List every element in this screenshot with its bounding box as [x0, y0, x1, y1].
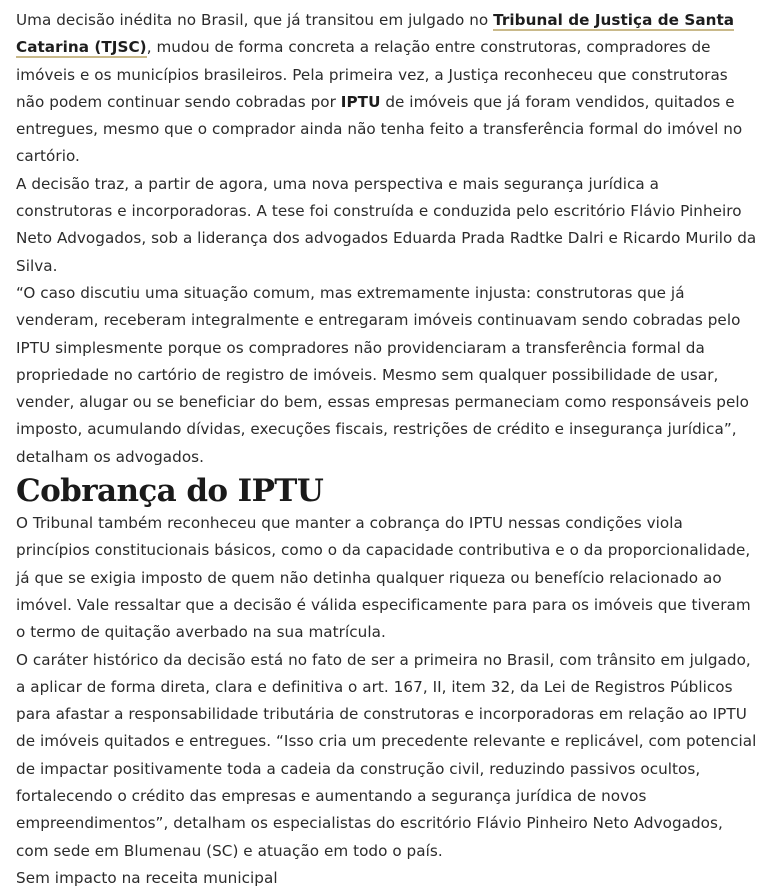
intro-text-end: de imóveis que já foram vendidos, quitados e entregues, mesmo que o comprador ainda não tenha feito a transferência formal do imóvel no cartório. [16, 92, 743, 166]
iptu-keyword: IPTU [340, 92, 381, 111]
paragraph-historic: O caráter histórico da decisão está no fato de ser a primeira no Brasil, com trânsito em julgado, a aplicar de forma direta, clara e definitiva o art. 167, II, item 32, da Lei de Registros Públicos para afastar a responsabilidade tributária de construtoras e incorporadoras em relação ao IPTU de imóveis quitados e entregues. “Isso cria um precedente relevante e replicável, com potencial de impactar positivamente toda a cadeia da construção civil, reduzindo passivos ocultos, fortalecendo o crédito das empresas e aumentando a segurança jurídica de novos empreendimentos”, detalham os especialistas do escritório Flávio Pinheiro Neto Advogados, com sede em Blumenau (SC) e atuação em todo o país. [16, 650, 757, 860]
paragraph-quote: “O caso discutiu uma situação comum, mas extremamente injusta: construtoras que já venderam, receberam integralmente e entregaram imóveis continuavam sendo cobradas pelo IPTU simplesmente porque os compradores não providenciaram a transferência formal da propriedade no cartório de registro de imóveis. Mesmo sem qualquer possibilidade de usar, vender, alugar ou se beneficiar do bem, essas empresas permaneciam como responsáveis pelo imposto, acumulando dívidas, execuções fiscais, restrições de crédito e insegurança jurídica”, detalham os advogados. [16, 283, 749, 466]
paragraph-tribunal: O Tribunal também reconheceu que manter a cobrança do IPTU nessas condições viola princípios constitucionais básicos, como o da capacidade contributiva e o da proporcionalidade, já que se exigia imposto de quem não detinha qualquer riqueza ou benefício relacionado ao imóvel. Vale ressaltar que a decisão é válida especificamente para para os imóveis que tiveram o termo de quitação averbado na sua matrícula. [16, 514, 751, 642]
tjsc-link[interactable]: Tribunal de Justiça de Santa Catarina (TJSC) [16, 11, 735, 57]
subheading-municipal-revenue: Sem impacto na receita municipal [16, 868, 278, 887]
section-heading: Cobrança do IPTU [16, 473, 324, 510]
paragraph-perspective: A decisão traz, a partir de agora, uma nova perspectiva e mais segurança jurídica a construtoras e incorporadoras. A tese foi construída e conduzida pelo escritório Flávio Pinheiro Neto Advogados, sob a liderança dos advogados Eduarda Prada Radtke Dalri e Ricardo Murilo da Silva. [16, 174, 757, 275]
intro-text-middle: , mudou de forma concreta a relação entre construtoras, compradores de imóveis e os municípios brasileiros. Pela primeira vez, a Justiça reconheceu que construtoras não podem continuar sendo cobradas por [16, 38, 728, 111]
intro-text-start: Uma decisão inédita no Brasil, que já transitou em julgado no [16, 11, 494, 29]
paragraph-intro [16, 7, 757, 171]
